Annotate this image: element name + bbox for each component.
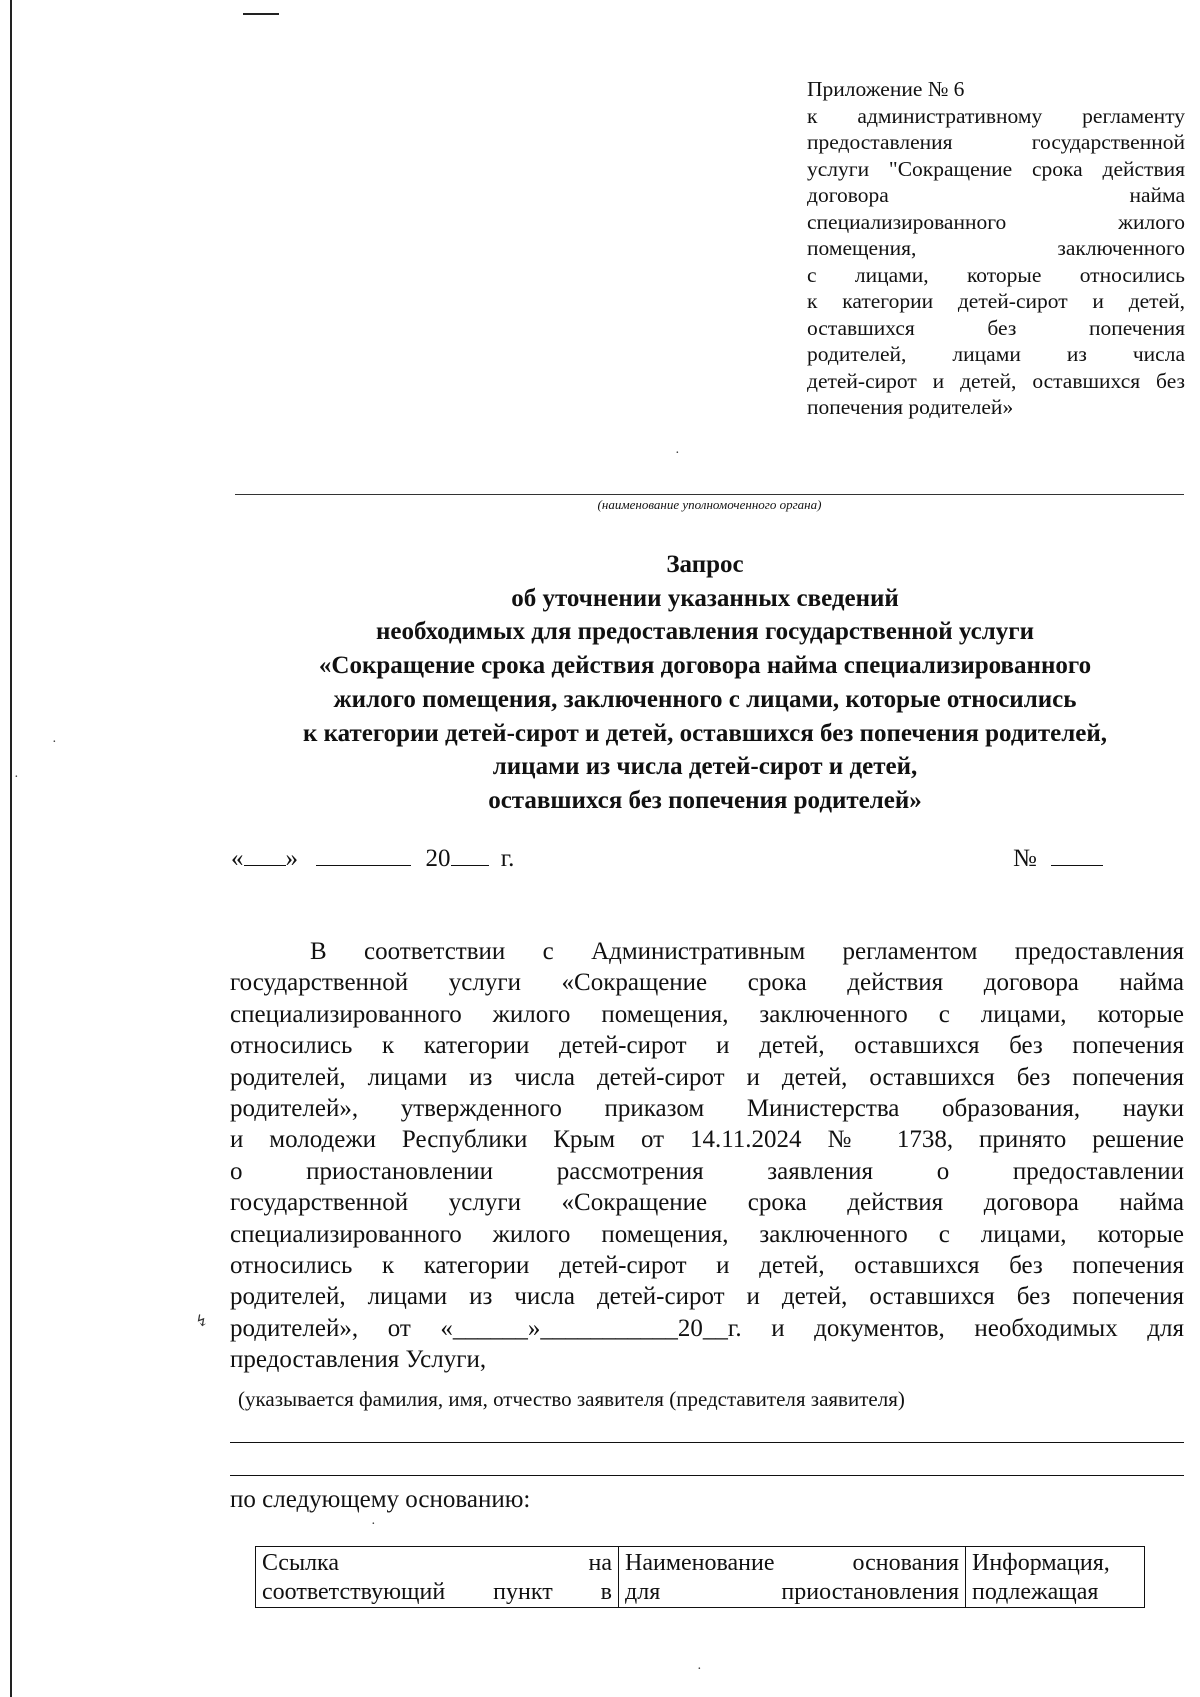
title-line: лицами из числа детей-сирот и детей, — [492, 753, 918, 781]
applicant-name-field — [230, 1442, 1184, 1443]
body-line: относились к категории детей-сирот и детей, оставшихся без попечения — [230, 1032, 1184, 1060]
document-title — [200, 548, 1200, 818]
body-line: о приостановлении рассмотрения заявления о предоставлении — [230, 1157, 1184, 1185]
cell-line: подлежащая — [972, 1579, 1099, 1605]
applicant-name-field-2 — [230, 1475, 1184, 1476]
appendix-line: к административному регламенту — [807, 103, 1185, 128]
number-field — [1013, 841, 1103, 874]
body-line: государственной услуги «Сокращение срока действия договора найма — [230, 969, 1184, 997]
authority-caption: (наименование уполномоченного органа) — [597, 497, 822, 512]
day-blank — [244, 841, 286, 866]
number-label: № — [1013, 845, 1037, 872]
scan-border-line — [10, 0, 12, 1697]
year-prefix: 20 — [425, 845, 451, 872]
scan-speck: · — [52, 735, 57, 750]
appendix-line: детей-сирот и детей, оставшихся без — [807, 368, 1185, 393]
appendix-line: услуги "Сокращение срока действия — [807, 156, 1185, 181]
table-header-cell — [966, 1547, 1145, 1608]
scan-speck: · — [697, 1662, 702, 1677]
body-line: предоставления Услуги, — [230, 1346, 487, 1374]
body-line: родителей», утвержденного приказом Министерства образования, науки — [230, 1095, 1184, 1123]
body-line: родителей», от «______»___________20__г. и документов, необходимых для — [230, 1314, 1184, 1342]
scan-speck: · — [371, 1517, 376, 1532]
scan-artifact-dash — [243, 13, 279, 15]
appendix-heading: Приложение № 6 — [807, 77, 965, 101]
scan-speck: · — [14, 770, 19, 785]
body-line: родителей, лицами из числа детей-сирот и детей, оставшихся без попечения — [230, 1063, 1184, 1091]
year-suffix: г. — [500, 845, 515, 872]
appendix-line: с лицами, которые относились — [807, 262, 1185, 287]
scan-speck: · — [675, 446, 680, 461]
number-blank — [1051, 841, 1103, 866]
title-line: необходимых для предоставления государственной услуги — [376, 618, 1034, 646]
appendix-line: попечения родителей» — [807, 395, 1014, 419]
body-line: специализированного жилого помещения, заключенного с лицами, которые — [230, 1220, 1184, 1248]
title-line: «Сокращение срока действия договора найма специализированного — [318, 652, 1092, 680]
title-line: жилого помещения, заключенного с лицами, которые относились — [333, 685, 1077, 713]
month-blank — [316, 841, 411, 866]
title-line: об уточнении указанных сведений — [511, 584, 899, 612]
table-header-cell — [619, 1547, 966, 1608]
body-line: В соответствии с Административным регламентом предоставления — [310, 938, 1184, 965]
body-paragraph — [230, 936, 1184, 1376]
body-line: специализированного жилого помещения, заключенного с лицами, которые — [230, 1000, 1184, 1028]
table-header-cell — [256, 1547, 619, 1608]
appendix-line: родителей, лицами из числа — [807, 342, 1185, 366]
body-line: родителей, лицами из числа детей-сирот и детей, оставшихся без попечения — [230, 1283, 1184, 1311]
appendix-line: предоставления государственной — [807, 130, 1185, 154]
table-row — [256, 1547, 1145, 1608]
body-line: и молодежи Республики Крым от 14.11.2024 № 1738, принято решение — [230, 1126, 1184, 1154]
authority-name-field — [235, 494, 1184, 495]
cell-line: Наименование основания — [625, 1550, 959, 1576]
appendix-line: к категории детей-сирот и детей, — [807, 289, 1185, 313]
body-line: относились к категории детей-сирот и детей, оставшихся без попечения — [230, 1252, 1184, 1280]
basis-table — [255, 1546, 1145, 1608]
date-open-quote: « — [231, 845, 244, 872]
date-field — [231, 841, 514, 874]
basis-label: по следующему основанию: — [230, 1486, 531, 1513]
title-line: к категории детей-сирот и детей, оставшихся без попечения родителей, — [302, 719, 1108, 747]
cell-line: Ссылка на — [262, 1550, 612, 1576]
body-line: государственной услуги «Сокращение срока действия договора найма — [230, 1189, 1184, 1217]
cell-line: Информация, — [972, 1550, 1110, 1576]
cell-line: соответствующий пункт в — [262, 1579, 612, 1605]
appendix-line: специализированного жилого — [807, 209, 1185, 234]
title-line: Запрос — [666, 551, 744, 578]
year-blank — [451, 841, 489, 866]
margin-mark: ↯ — [195, 1313, 209, 1330]
title-line: оставшихся без попечения родителей» — [488, 786, 922, 814]
appendix-line: оставшихся без попечения — [807, 315, 1185, 340]
appendix-line: помещения, заключенного — [807, 236, 1185, 260]
appendix-line: договора найма — [807, 183, 1185, 207]
applicant-hint: (указывается фамилия, имя, отчество заявителя (представителя заявителя) — [238, 1387, 905, 1411]
appendix-block — [807, 76, 1185, 421]
date-close-quote: » — [285, 845, 298, 872]
cell-line: для приостановления — [625, 1579, 959, 1605]
